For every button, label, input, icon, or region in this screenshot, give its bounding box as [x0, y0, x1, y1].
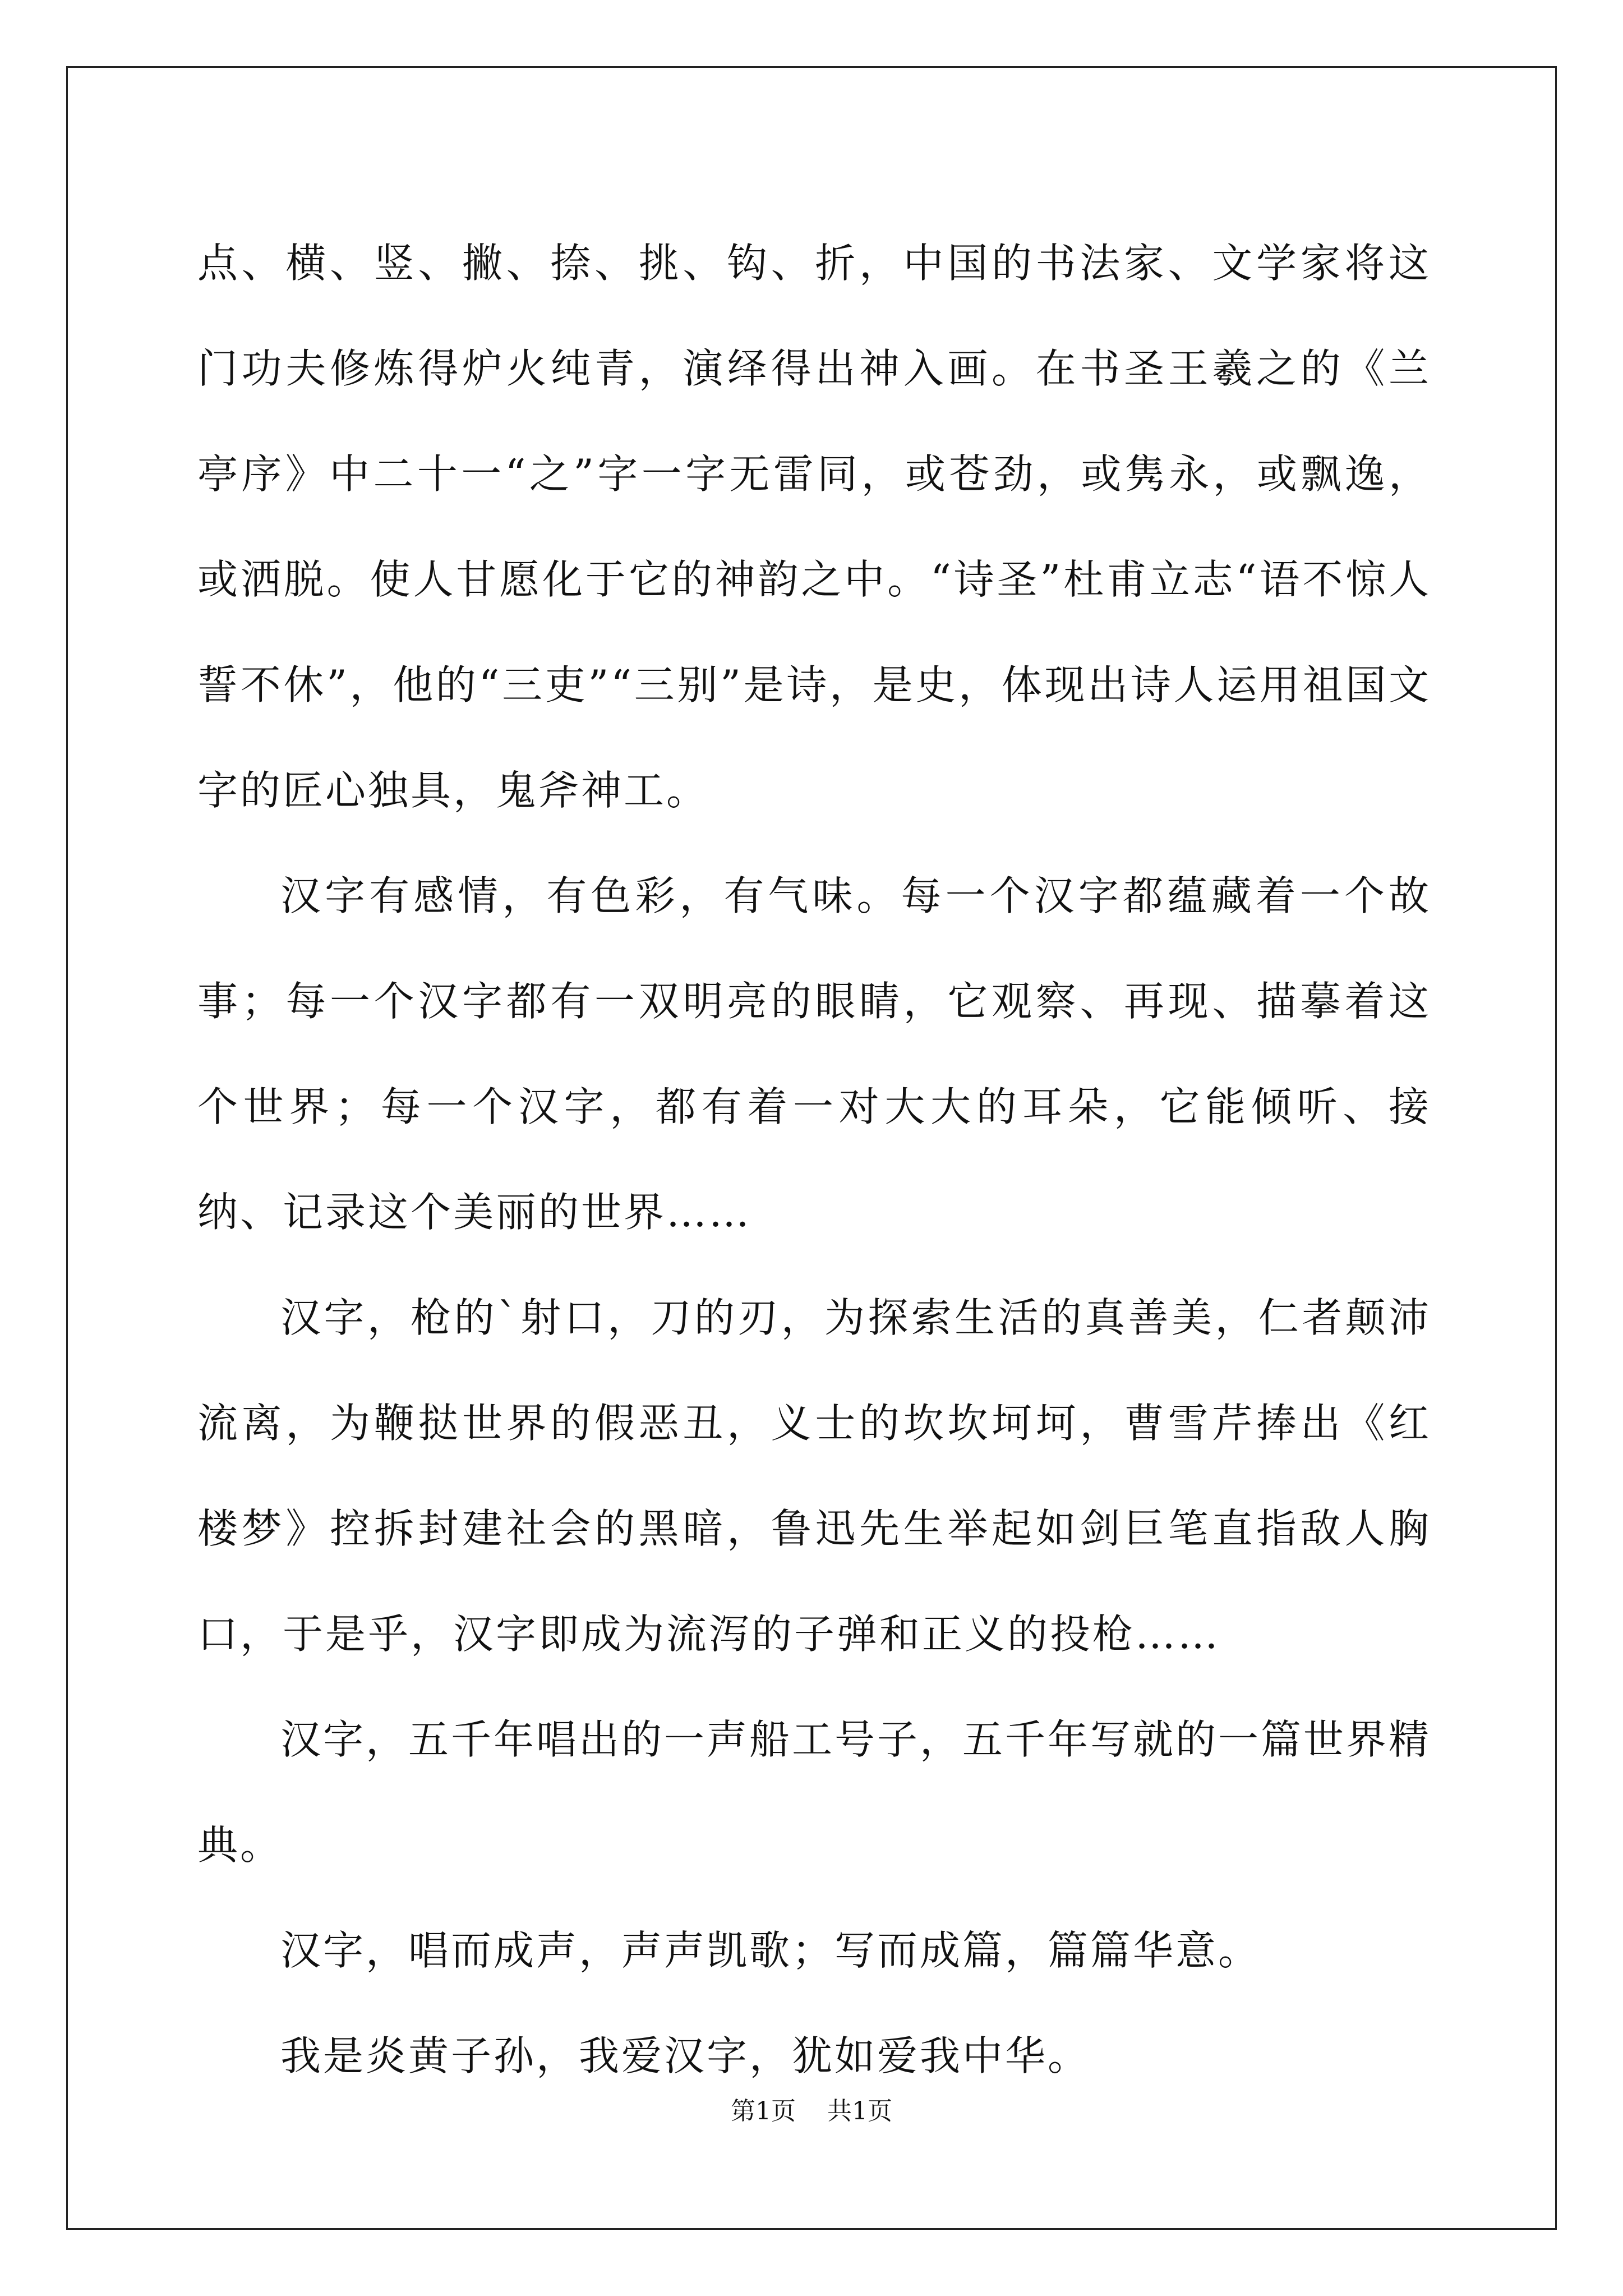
page-total: 共1页	[827, 2097, 892, 2125]
paragraph-five-thousand-years: 汉字，五千年唱出的一声船工号子，五千年写就的一篇世界精典。	[197, 1716, 1432, 1869]
document-body	[197, 210, 1431, 2109]
paragraph-closing: 我是炎黄子孙，我爱汉字，犹如爱我中华。	[280, 2032, 1091, 2079]
paragraph-song-and-text: 汉字，唱而成声，声声凯歌；写而成篇，篇篇华意。	[280, 1927, 1261, 1974]
paragraph-calligraphy: 点、横、竖、撇、捺、挑、钩、折，中国的书法家、文学家将这门功夫修炼得炉火纯青，演绎得出神入画。在书圣王羲之的《兰亭序》中二十一“之”字一字无雷同，或苍劲，或隽永，或飘逸，或洒脱。使人甘愿化于它的神韵之中。“诗圣”杜甫立志“语不惊人誓不休”，他的“三吏”“三别”是诗，是史，体现出诗人运用祖国文字的匠心独具，鬼斧神工。	[197, 240, 1431, 814]
page-number: 第1页	[731, 2097, 796, 2125]
paragraph-weapon: 汉字，枪的`射口，刀的刃，为探索生活的真善美，仁者颠沛流离，为鞭挞世界的假恶丑，义士的坎坎坷坷，曹雪芹捧出《红楼梦》控拆封建社会的黑暗，鲁迅先生举起如剑巨笔直指敌人胸口，于是乎，汉字即成为流泻的子弹和正义的投枪……	[197, 1294, 1431, 1658]
page-footer	[0, 2095, 1623, 2128]
paragraph-emotion: 汉字有感情，有色彩，有气味。每一个汉字都蕴藏着一个故事；每一个汉字都有一双明亮的眼睛，它观察、再现、描摹着这个世界；每一个汉字，都有着一对大大的耳朵，它能倾听、接纳、记录这个美丽的世界……	[197, 872, 1431, 1236]
